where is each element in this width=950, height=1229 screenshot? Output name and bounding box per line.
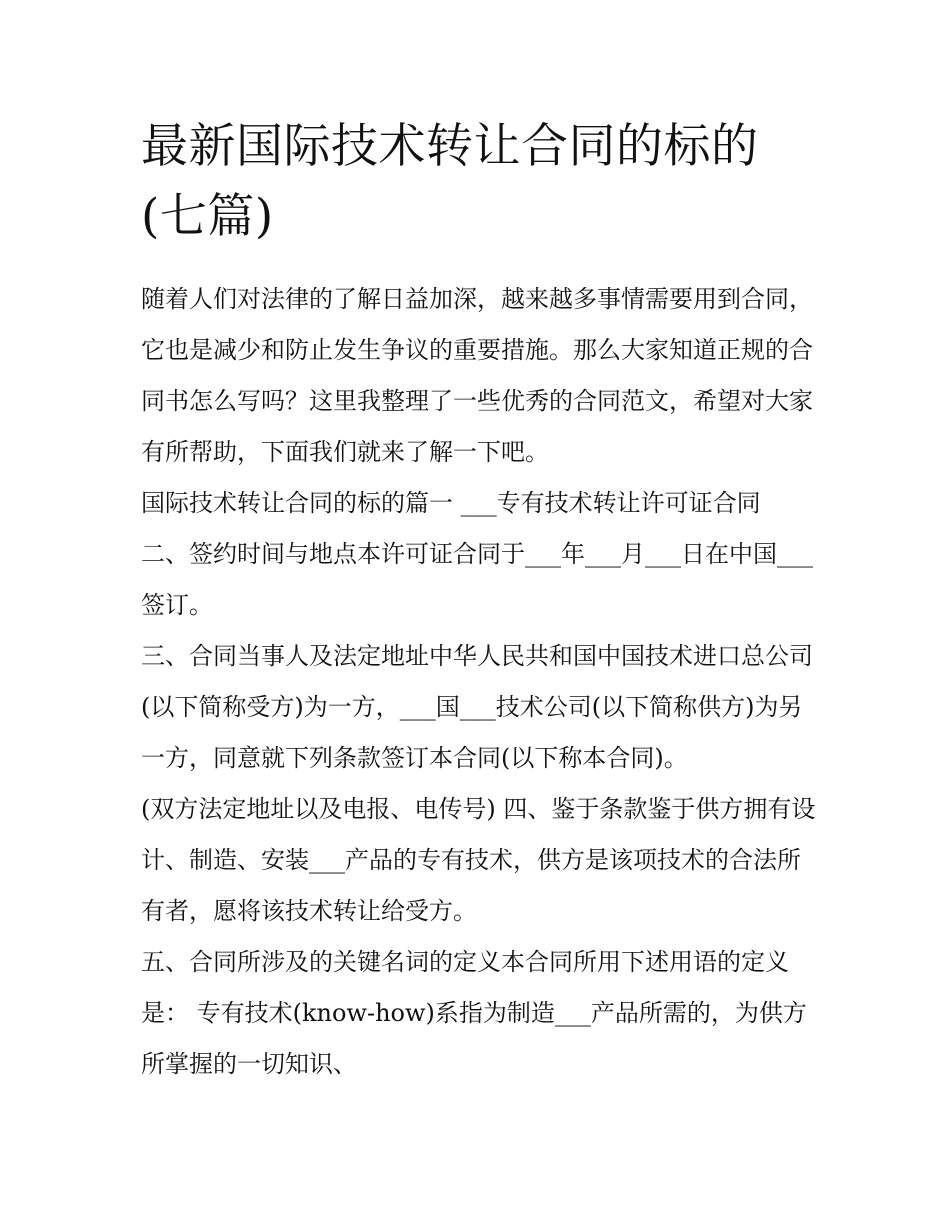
paragraph-clause-four: (双方法定地址以及电报、电传号) 四、鉴于条款鉴于供方拥有设计、制造、安装___产品的专有技术，供方是该项技术的合法所有者，愿将该技术转让给受方。 (141, 795, 816, 925)
paragraph-section-one: 国际技术转让合同的标的篇一 ___专有技术转让许可证合同 (141, 489, 761, 517)
paragraph-clause-five: 五、合同所涉及的关键名词的定义本合同所用下述用语的定义是： 专有技术(know-how)系指为制造___产品所需的，为供方所掌握的一切知识、 (141, 948, 807, 1078)
paragraph-clause-two: 二、签约时间与地点本许可证合同于___年___月___日在中国___签订。 (141, 540, 813, 619)
document-page (141, 112, 821, 1090)
paragraph-clause-three: 三、合同当事人及法定地址中华人民共和国中国技术进口总公司(以下简称受方)为一方，___国___技术公司(以下简称供方)为另一方，同意就下列条款签订本合同(以下称本合同)。 (141, 642, 813, 772)
document-title: 最新国际技术转让合同的标的(七篇) (141, 119, 759, 244)
paragraph-intro: 随着人们对法律的了解日益加深，越来越多事情需要用到合同，它也是减少和防止发生争议的重要措施。那么大家知道正规的合同书怎么写吗？这里我整理了一些优秀的合同范文，希望对大家有所帮助，下面我们就来了解一下吧。 (141, 285, 813, 466)
document-body (141, 274, 821, 1090)
